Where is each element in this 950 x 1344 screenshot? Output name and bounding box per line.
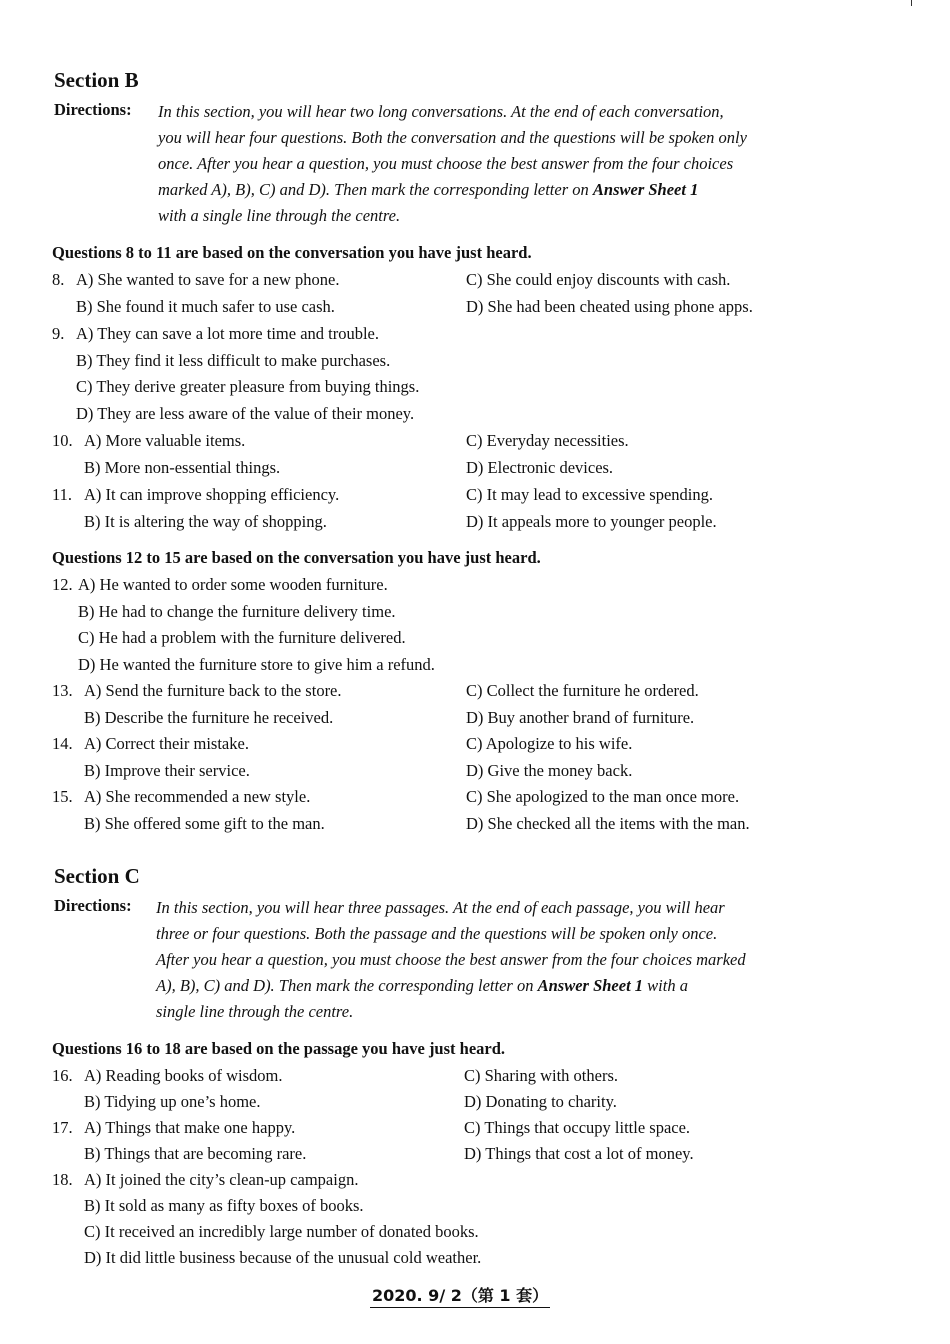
option-a: A) Correct their mistake. [84,734,249,753]
option-c: C) She apologized to the man once more. [466,787,740,806]
option-c: C) It may lead to excessive spending. [466,485,713,504]
section-c-directions-line: In this section, you will hear three passages. At the end of each passage, you will hear [156,898,725,917]
question-group-heading: Questions 16 to 18 are based on the passage you have just heard. [52,1039,506,1058]
option-b: B) It sold as many as fifty boxes of books. [84,1196,364,1215]
option-b: B) Things that are becoming rare. [84,1144,307,1163]
option-a: A) It joined the city’s clean-up campaign. [84,1170,359,1189]
option-c: C) Apologize to his wife. [466,734,633,753]
question-number: 18. [52,1170,73,1189]
section-c-directions-label: Directions: [54,896,132,915]
question-number: 14. [52,734,73,753]
question-number: 15. [52,787,73,806]
option-c: C) She could enjoy discounts with cash. [466,270,731,289]
option-d: D) Buy another brand of furniture. [466,708,695,727]
page-footer: 2020. 9/ 2（第 1 套） [370,1283,550,1308]
option-d: D) Electronic devices. [466,458,614,477]
question-number: 10. [52,431,73,450]
option-d: D) It did little business because of the unusual cold weather. [84,1248,482,1267]
question-number: 11. [52,485,73,504]
answer-sheet-ref: Answer Sheet 1 [592,180,699,199]
option-c: C) It received an incredibly large number of donated books. [84,1222,479,1241]
option-b: B) He had to change the furniture delivery time. [78,602,396,621]
section-c-title: Section C [54,864,140,888]
option-a: A) Reading books of wisdom. [84,1066,283,1085]
option-a: A) More valuable items. [84,431,246,450]
option-b: B) She found it much safer to use cash. [76,297,335,316]
option-b: B) More non-essential things. [84,458,281,477]
section-b-directions-line: once. After you hear a question, you must choose the best answer from the four choices [158,154,734,173]
option-a: A) It can improve shopping efficiency. [84,485,340,504]
option-b: B) She offered some gift to the man. [84,814,325,833]
option-b: B) They find it less difficult to make purchases. [76,351,391,370]
option-a: A) He wanted to order some wooden furniture. [78,575,388,594]
section-c-directions-line: A), B), C) and D). Then mark the corresponding letter on Answer Sheet 1 with a [156,976,688,995]
option-c: C) Sharing with others. [464,1066,618,1085]
section-c-directions-line: three or four questions. Both the passage and the questions will be spoken only once. [156,924,718,943]
option-d: D) It appeals more to younger people. [466,512,717,531]
option-a: A) She recommended a new style. [84,787,311,806]
option-a: A) They can save a lot more time and trouble. [76,324,380,343]
section-b-directions-line: you will hear four questions. Both the conversation and the questions will be spoken only [158,128,747,147]
option-c: C) Things that occupy little space. [464,1118,691,1137]
option-a: A) Things that make one happy. [84,1118,296,1137]
section-b-directions-label: Directions: [54,100,132,119]
option-b: B) Tidying up one’s home. [84,1092,261,1111]
option-a: A) She wanted to save for a new phone. [76,270,340,289]
option-c: C) He had a problem with the furniture delivered. [78,628,406,647]
option-a: A) Send the furniture back to the store. [84,681,342,700]
option-c: C) Collect the furniture he ordered. [466,681,699,700]
answer-sheet-ref: Answer Sheet 1 [537,976,644,995]
option-c: C) They derive greater pleasure from buying things. [76,377,420,396]
section-b-directions-line: marked A), B), C) and D). Then mark the corresponding letter on Answer Sheet 1 [158,180,699,199]
option-b: B) Describe the furniture he received. [84,708,334,727]
section-b-directions-line: with a single line through the centre. [158,206,401,225]
question-number: 12. [52,575,73,594]
section-b-directions-line: In this section, you will hear two long conversations. At the end of each conversation, [158,102,724,121]
option-d: D) She had been cheated using phone apps. [466,297,753,316]
option-d: D) Give the money back. [466,761,633,780]
section-c-directions-line: After you hear a question, you must choose the best answer from the four choices marked [156,950,746,969]
corner-mark [911,0,912,6]
option-d: D) They are less aware of the value of their money. [76,404,415,423]
option-d: D) Things that cost a lot of money. [464,1144,694,1163]
option-c: C) Everyday necessities. [466,431,629,450]
option-d: D) He wanted the furniture store to give him a refund. [78,655,435,674]
question-group-heading: Questions 12 to 15 are based on the conversation you have just heard. [52,548,541,567]
option-b: B) It is altering the way of shopping. [84,512,327,531]
section-b-title: Section B [54,68,139,92]
question-number: 8. [52,270,65,289]
question-number: 9. [52,324,65,343]
option-d: D) Donating to charity. [464,1092,617,1111]
option-d: D) She checked all the items with the man. [466,814,750,833]
question-number: 13. [52,681,73,700]
option-b: B) Improve their service. [84,761,250,780]
section-c-directions-line: single line through the centre. [156,1002,354,1021]
question-group-heading: Questions 8 to 11 are based on the conversation you have just heard. [52,243,532,262]
question-number: 17. [52,1118,73,1137]
question-number: 16. [52,1066,73,1085]
